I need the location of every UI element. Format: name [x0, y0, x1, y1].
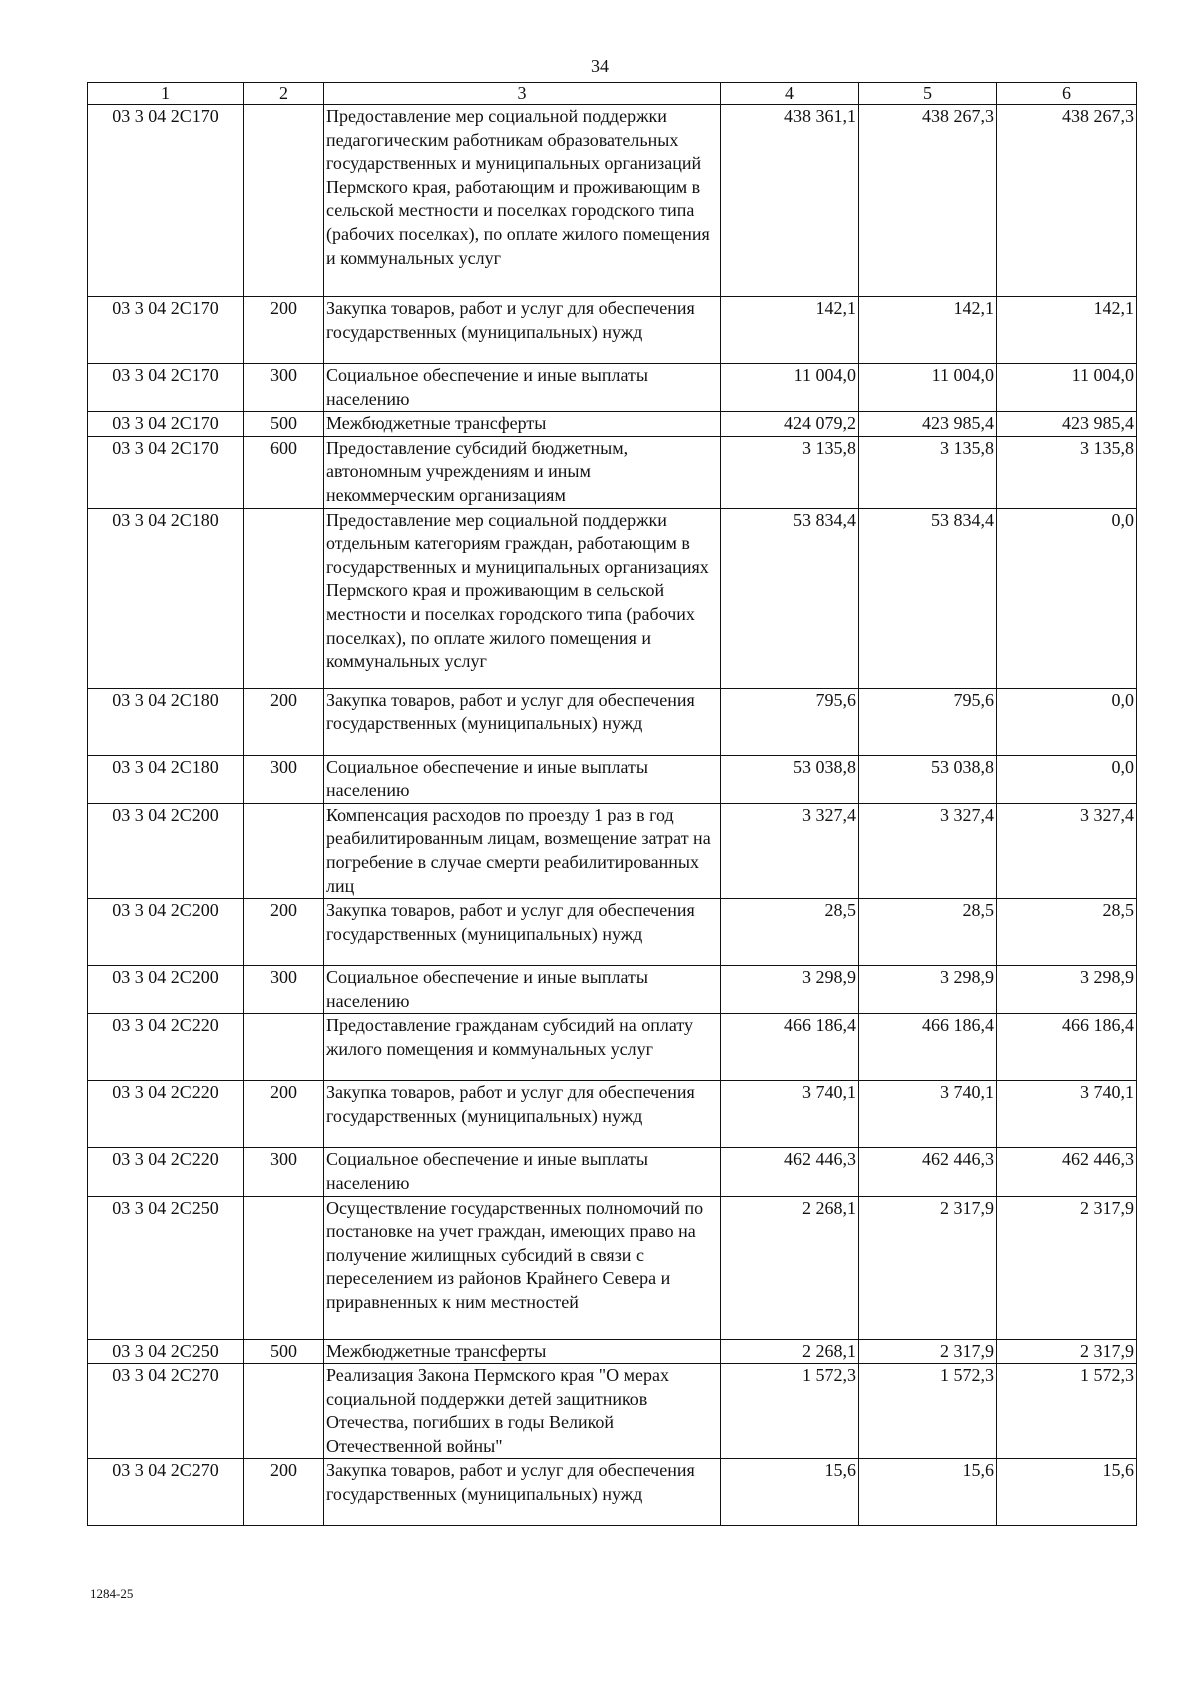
budget-table: [87, 82, 1137, 1526]
row-expense-type: [244, 1364, 324, 1459]
row-value-col5: 3 135,8: [859, 436, 997, 508]
row-code: 03 3 04 2С180: [88, 688, 244, 755]
row-expense-type: [244, 508, 324, 688]
row-value-col6: 15,6: [997, 1459, 1137, 1526]
table-row: [88, 508, 1137, 688]
row-value-col6: 462 446,3: [997, 1148, 1137, 1196]
table-header-row: [88, 83, 1137, 105]
row-code: 03 3 04 2С200: [88, 803, 244, 898]
row-value-col4: 28,5: [721, 899, 859, 966]
row-expense-type: [244, 803, 324, 898]
row-name: Предоставление мер социальной поддержки педагогическим работникам образовательных государственных и муниципальных организаций Пермского края, работающим и проживающим в сельской местности и поселках городского типа (рабочих поселках), по оплате жилого помещения и коммунальных услуг: [324, 105, 721, 297]
row-value-col6: 3 298,9: [997, 966, 1137, 1014]
row-value-col4: 462 446,3: [721, 1148, 859, 1196]
table-row: [88, 1459, 1137, 1526]
table-row: [88, 966, 1137, 1014]
table-row: [88, 755, 1137, 803]
row-value-col6: 466 186,4: [997, 1014, 1137, 1081]
row-value-col4: 2 268,1: [721, 1339, 859, 1364]
table-row: [88, 1014, 1137, 1081]
row-value-col5: 3 298,9: [859, 966, 997, 1014]
row-name: Закупка товаров, работ и услуг для обеспечения государственных (муниципальных) нужд: [324, 1459, 721, 1526]
row-value-col4: 438 361,1: [721, 105, 859, 297]
row-value-col4: 15,6: [721, 1459, 859, 1526]
row-code: 03 3 04 2С220: [88, 1148, 244, 1196]
table-row: [88, 899, 1137, 966]
row-expense-type: 600: [244, 436, 324, 508]
row-name: Предоставление мер социальной поддержки отдельным категориям граждан, работающим в государственных и муниципальных организациях Пермского края и проживающим в сельской местности и поселках городского типа (рабочих поселках), по оплате жилого помещения и коммунальных услуг: [324, 508, 721, 688]
row-name: Компенсация расходов по проезду 1 раз в год реабилитированным лицам, возмещение затрат на погребение в случае смерти реабилитированных лиц: [324, 803, 721, 898]
header-col-2: 2: [244, 83, 324, 105]
row-name: Реализация Закона Пермского края "О мерах социальной поддержки детей защитников Отечества, погибших в годы Великой Отечественной войны": [324, 1364, 721, 1459]
row-name: Социальное обеспечение и иные выплаты населению: [324, 364, 721, 412]
row-code: 03 3 04 2С270: [88, 1459, 244, 1526]
row-value-col5: 423 985,4: [859, 412, 997, 437]
table-row: [88, 1339, 1137, 1364]
row-name: Межбюджетные трансферты: [324, 1339, 721, 1364]
header-col-6: 6: [997, 83, 1137, 105]
row-value-col5: 15,6: [859, 1459, 997, 1526]
table-row: [88, 412, 1137, 437]
header-col-5: 5: [859, 83, 997, 105]
row-code: 03 3 04 2С250: [88, 1196, 244, 1339]
row-name: Закупка товаров, работ и услуг для обеспечения государственных (муниципальных) нужд: [324, 1081, 721, 1148]
row-name: Закупка товаров, работ и услуг для обеспечения государственных (муниципальных) нужд: [324, 688, 721, 755]
row-expense-type: 200: [244, 1081, 324, 1148]
row-code: 03 3 04 2С250: [88, 1339, 244, 1364]
row-value-col5: 438 267,3: [859, 105, 997, 297]
table-row: [88, 1081, 1137, 1148]
row-code: 03 3 04 2С180: [88, 755, 244, 803]
row-value-col5: 28,5: [859, 899, 997, 966]
row-code: 03 3 04 2С170: [88, 105, 244, 297]
row-value-col5: 142,1: [859, 297, 997, 364]
row-expense-type: [244, 1014, 324, 1081]
row-expense-type: 200: [244, 1459, 324, 1526]
row-name: Закупка товаров, работ и услуг для обеспечения государственных (муниципальных) нужд: [324, 899, 721, 966]
row-expense-type: [244, 105, 324, 297]
row-code: 03 3 04 2С270: [88, 1364, 244, 1459]
table-row: [88, 364, 1137, 412]
row-name: Социальное обеспечение и иные выплаты населению: [324, 966, 721, 1014]
row-name: Осуществление государственных полномочий по постановке на учет граждан, имеющих право на получение жилищных субсидий в связи с переселением из районов Крайнего Севера и приравненных к ним местностей: [324, 1196, 721, 1339]
table-row: [88, 1148, 1137, 1196]
row-value-col5: 2 317,9: [859, 1196, 997, 1339]
row-value-col6: 438 267,3: [997, 105, 1137, 297]
row-value-col5: 53 038,8: [859, 755, 997, 803]
row-expense-type: 200: [244, 297, 324, 364]
row-code: 03 3 04 2С170: [88, 436, 244, 508]
document-code: 1284-25: [90, 1586, 134, 1601]
row-code: 03 3 04 2С220: [88, 1014, 244, 1081]
row-value-col5: 462 446,3: [859, 1148, 997, 1196]
row-value-col6: 3 740,1: [997, 1081, 1137, 1148]
row-value-col4: 53 834,4: [721, 508, 859, 688]
row-code: 03 3 04 2С170: [88, 297, 244, 364]
row-code: 03 3 04 2С200: [88, 899, 244, 966]
row-value-col6: 28,5: [997, 899, 1137, 966]
header-col-3: 3: [324, 83, 721, 105]
row-expense-type: 500: [244, 1339, 324, 1364]
row-value-col4: 466 186,4: [721, 1014, 859, 1081]
row-name: Предоставление гражданам субсидий на оплату жилого помещения и коммунальных услуг: [324, 1014, 721, 1081]
row-code: 03 3 04 2С170: [88, 364, 244, 412]
row-value-col6: 423 985,4: [997, 412, 1137, 437]
row-value-col6: 0,0: [997, 508, 1137, 688]
row-value-col6: 2 317,9: [997, 1196, 1137, 1339]
row-expense-type: 500: [244, 412, 324, 437]
row-value-col4: 3 327,4: [721, 803, 859, 898]
page-number: 34: [591, 56, 609, 76]
row-value-col4: 142,1: [721, 297, 859, 364]
row-value-col4: 2 268,1: [721, 1196, 859, 1339]
row-value-col6: 1 572,3: [997, 1364, 1137, 1459]
header-col-4: 4: [721, 83, 859, 105]
table-row: [88, 297, 1137, 364]
row-value-col4: 795,6: [721, 688, 859, 755]
row-code: 03 3 04 2С220: [88, 1081, 244, 1148]
row-name: Межбюджетные трансферты: [324, 412, 721, 437]
row-name: Социальное обеспечение и иные выплаты населению: [324, 1148, 721, 1196]
row-value-col4: 3 740,1: [721, 1081, 859, 1148]
row-value-col5: 795,6: [859, 688, 997, 755]
row-name: Социальное обеспечение и иные выплаты населению: [324, 755, 721, 803]
row-value-col6: 3 327,4: [997, 803, 1137, 898]
table-row: [88, 436, 1137, 508]
row-expense-type: 300: [244, 755, 324, 803]
row-value-col6: 11 004,0: [997, 364, 1137, 412]
row-code: 03 3 04 2С200: [88, 966, 244, 1014]
row-value-col6: 0,0: [997, 688, 1137, 755]
row-value-col4: 11 004,0: [721, 364, 859, 412]
row-value-col5: 3 327,4: [859, 803, 997, 898]
row-value-col5: 11 004,0: [859, 364, 997, 412]
row-value-col6: 3 135,8: [997, 436, 1137, 508]
row-value-col6: 0,0: [997, 755, 1137, 803]
row-value-col4: 53 038,8: [721, 755, 859, 803]
row-expense-type: 200: [244, 688, 324, 755]
row-expense-type: [244, 1196, 324, 1339]
table-row: [88, 688, 1137, 755]
row-value-col5: 2 317,9: [859, 1339, 997, 1364]
row-expense-type: 300: [244, 966, 324, 1014]
row-value-col4: 424 079,2: [721, 412, 859, 437]
row-expense-type: 300: [244, 1148, 324, 1196]
row-value-col4: 3 135,8: [721, 436, 859, 508]
table-row: [88, 105, 1137, 297]
row-value-col5: 53 834,4: [859, 508, 997, 688]
row-code: 03 3 04 2С180: [88, 508, 244, 688]
row-expense-type: 300: [244, 364, 324, 412]
row-value-col5: 3 740,1: [859, 1081, 997, 1148]
row-value-col5: 1 572,3: [859, 1364, 997, 1459]
row-value-col5: 466 186,4: [859, 1014, 997, 1081]
row-value-col6: 142,1: [997, 297, 1137, 364]
header-col-1: 1: [88, 83, 244, 105]
table-row: [88, 1196, 1137, 1339]
table-row: [88, 1364, 1137, 1459]
row-value-col6: 2 317,9: [997, 1339, 1137, 1364]
table-row: [88, 803, 1137, 898]
row-name: Закупка товаров, работ и услуг для обеспечения государственных (муниципальных) нужд: [324, 297, 721, 364]
row-value-col4: 3 298,9: [721, 966, 859, 1014]
row-code: 03 3 04 2С170: [88, 412, 244, 437]
row-name: Предоставление субсидий бюджетным, автономным учреждениям и иным некоммерческим организациям: [324, 436, 721, 508]
row-expense-type: 200: [244, 899, 324, 966]
row-value-col4: 1 572,3: [721, 1364, 859, 1459]
